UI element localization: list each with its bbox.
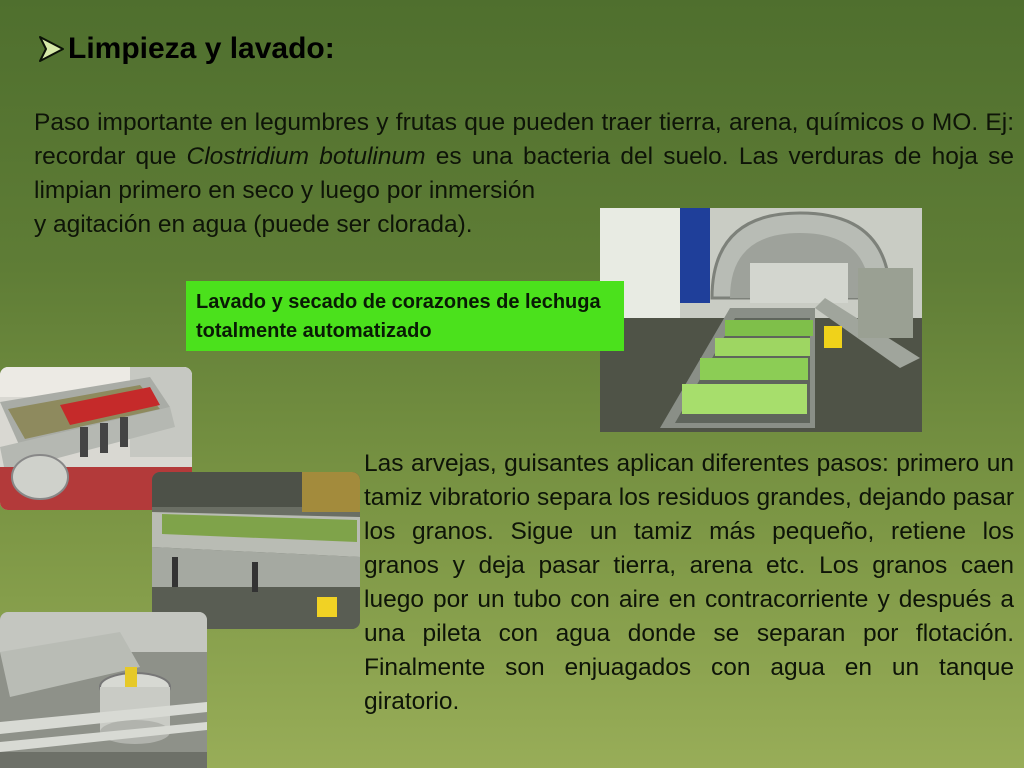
intro-text-italic: Clostridium botulinum: [186, 143, 426, 170]
arrowhead-bullet-icon: [36, 34, 66, 64]
intro-text-part1: Paso importante en legumbres y frutas que pueden traer tierra, arena, químicos o MO. Ej: recordar que: [34, 109, 1014, 170]
slide-title: Limpieza y lavado:: [68, 32, 335, 65]
intro-text-part2: es una bacteria del suelo. Las verduras de hoja se limpian primero en seco y luego por inmersión: [34, 143, 1014, 204]
intro-text-last-line: y agitación en agua (puede ser clorada).: [34, 211, 473, 238]
rotating-tank-photo: [0, 612, 207, 768]
pea-sieve-photo: [152, 472, 360, 629]
lettuce-caption-box: Lavado y secado de corazones de lechuga totalmente automatizado: [186, 281, 624, 351]
peas-paragraph: Las arvejas, guisantes aplican diferentes pasos: primero un tamiz vibratorio separa los residuos grandes, dejando pasar los granos. Sigue un tamiz más pequeño, retiene los granos y deja pasar tierra, arena etc. Los granos caen luego por un tubo con aire en contracorriente y después a una pileta con agua donde se separan por flotación. Finalmente son enjuagados con agua en un tanque giratorio.: [364, 450, 1014, 715]
slide-heading: [36, 32, 335, 66]
lettuce-washing-machine-photo: [600, 208, 922, 432]
